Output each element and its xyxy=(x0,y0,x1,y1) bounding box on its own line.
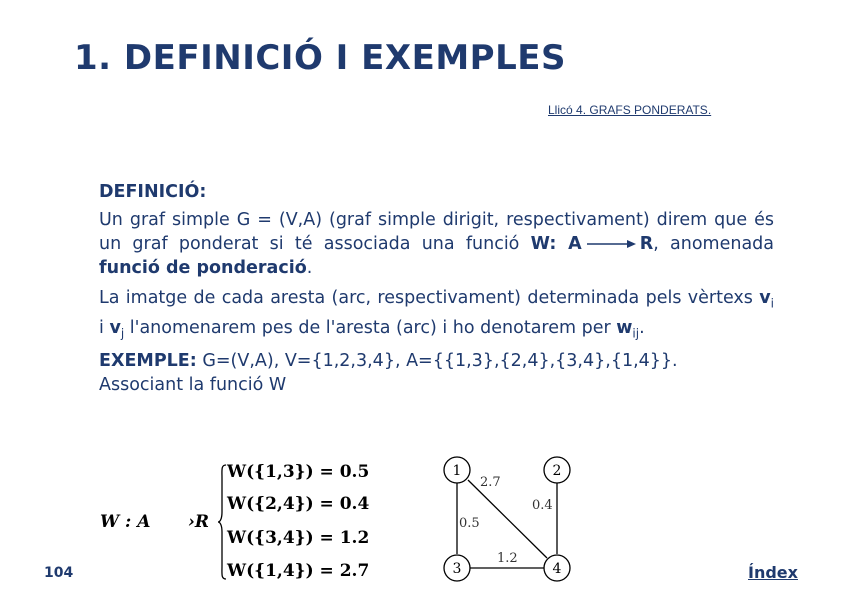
node-1-label: 1 xyxy=(452,463,462,479)
page-number: 104 xyxy=(44,565,74,581)
page-title: 1. DEFINICIÓ I EXEMPLES xyxy=(74,38,566,78)
definition-p2-a: La imatge de cada aresta (arc, respectivament) determinada pels vèrtexs xyxy=(99,288,760,308)
node-3-label: 3 xyxy=(452,561,462,577)
definition-p1-mid: , anomenada xyxy=(653,234,775,254)
lesson-subtitle-link[interactable]: Llicó 4. GRAFS PONDERATS. xyxy=(548,103,712,117)
weight-function-formula xyxy=(100,460,380,585)
content-body xyxy=(99,180,774,397)
node-4-label: 4 xyxy=(552,561,562,577)
function-codomain: R xyxy=(639,234,654,254)
vertex-v: v xyxy=(109,317,121,338)
case-line-2: W({2,4}) = 0.4 xyxy=(227,494,370,514)
function-domain: W: A xyxy=(530,234,582,254)
function-lhs: W : A xyxy=(100,512,151,532)
subscript-j: j xyxy=(120,326,125,340)
subscript-ij: ij xyxy=(632,326,640,340)
weighted-graph xyxy=(440,452,580,592)
function-arrow-codomain xyxy=(188,512,209,532)
definition-heading: DEFINICIÓ: xyxy=(99,182,207,202)
definition-p2-b: l'anomenarem pes de l'aresta (arc) i ho denotarem per xyxy=(124,317,617,338)
node-2-label: 2 xyxy=(552,463,562,479)
definition-paragraph-2 xyxy=(99,286,774,345)
example-text-2: Associant la funció W xyxy=(99,375,287,395)
arrow-head-icon: › xyxy=(188,512,195,532)
definition-term: funció de ponderació xyxy=(99,258,307,278)
weight-w: w xyxy=(616,317,633,338)
edge-label-2-4: 0.4 xyxy=(532,498,553,513)
case-line-1: W({1,3}) = 0.5 xyxy=(227,462,370,482)
definition-p2-mid: i xyxy=(99,317,110,338)
edge-label-1-3: 0.5 xyxy=(459,516,480,531)
definition-p1-text: Un graf simple G = (V,A) (graf simple dirigit, respectivament) direm que és un graf ponderat si té associada una funció xyxy=(99,210,774,254)
index-link[interactable]: Índex xyxy=(748,563,798,582)
case-line-4: W({1,4}) = 2.7 xyxy=(227,561,370,581)
example-text: G=(V,A), V={1,2,3,4}, A={{1,3},{2,4},{3,4},{1,4}}. xyxy=(196,351,678,371)
definition-p2-end: . xyxy=(639,317,645,338)
function-rhs: R xyxy=(194,512,209,532)
definition-p1-end: . xyxy=(306,258,313,278)
edge-1-4 xyxy=(468,480,547,558)
example-paragraph xyxy=(99,349,774,397)
case-line-3: W({3,4}) = 1.2 xyxy=(227,528,370,548)
left-brace-icon xyxy=(217,464,227,580)
subscript-i: i xyxy=(770,296,774,311)
edge-label-1-4: 2.7 xyxy=(480,475,501,490)
example-label: EXEMPLE: xyxy=(99,351,197,371)
definition-paragraph-1 xyxy=(99,208,774,280)
edge-label-3-4: 1.2 xyxy=(497,551,518,566)
vertex-v: v xyxy=(759,288,771,308)
arrow-right-icon xyxy=(585,239,637,249)
